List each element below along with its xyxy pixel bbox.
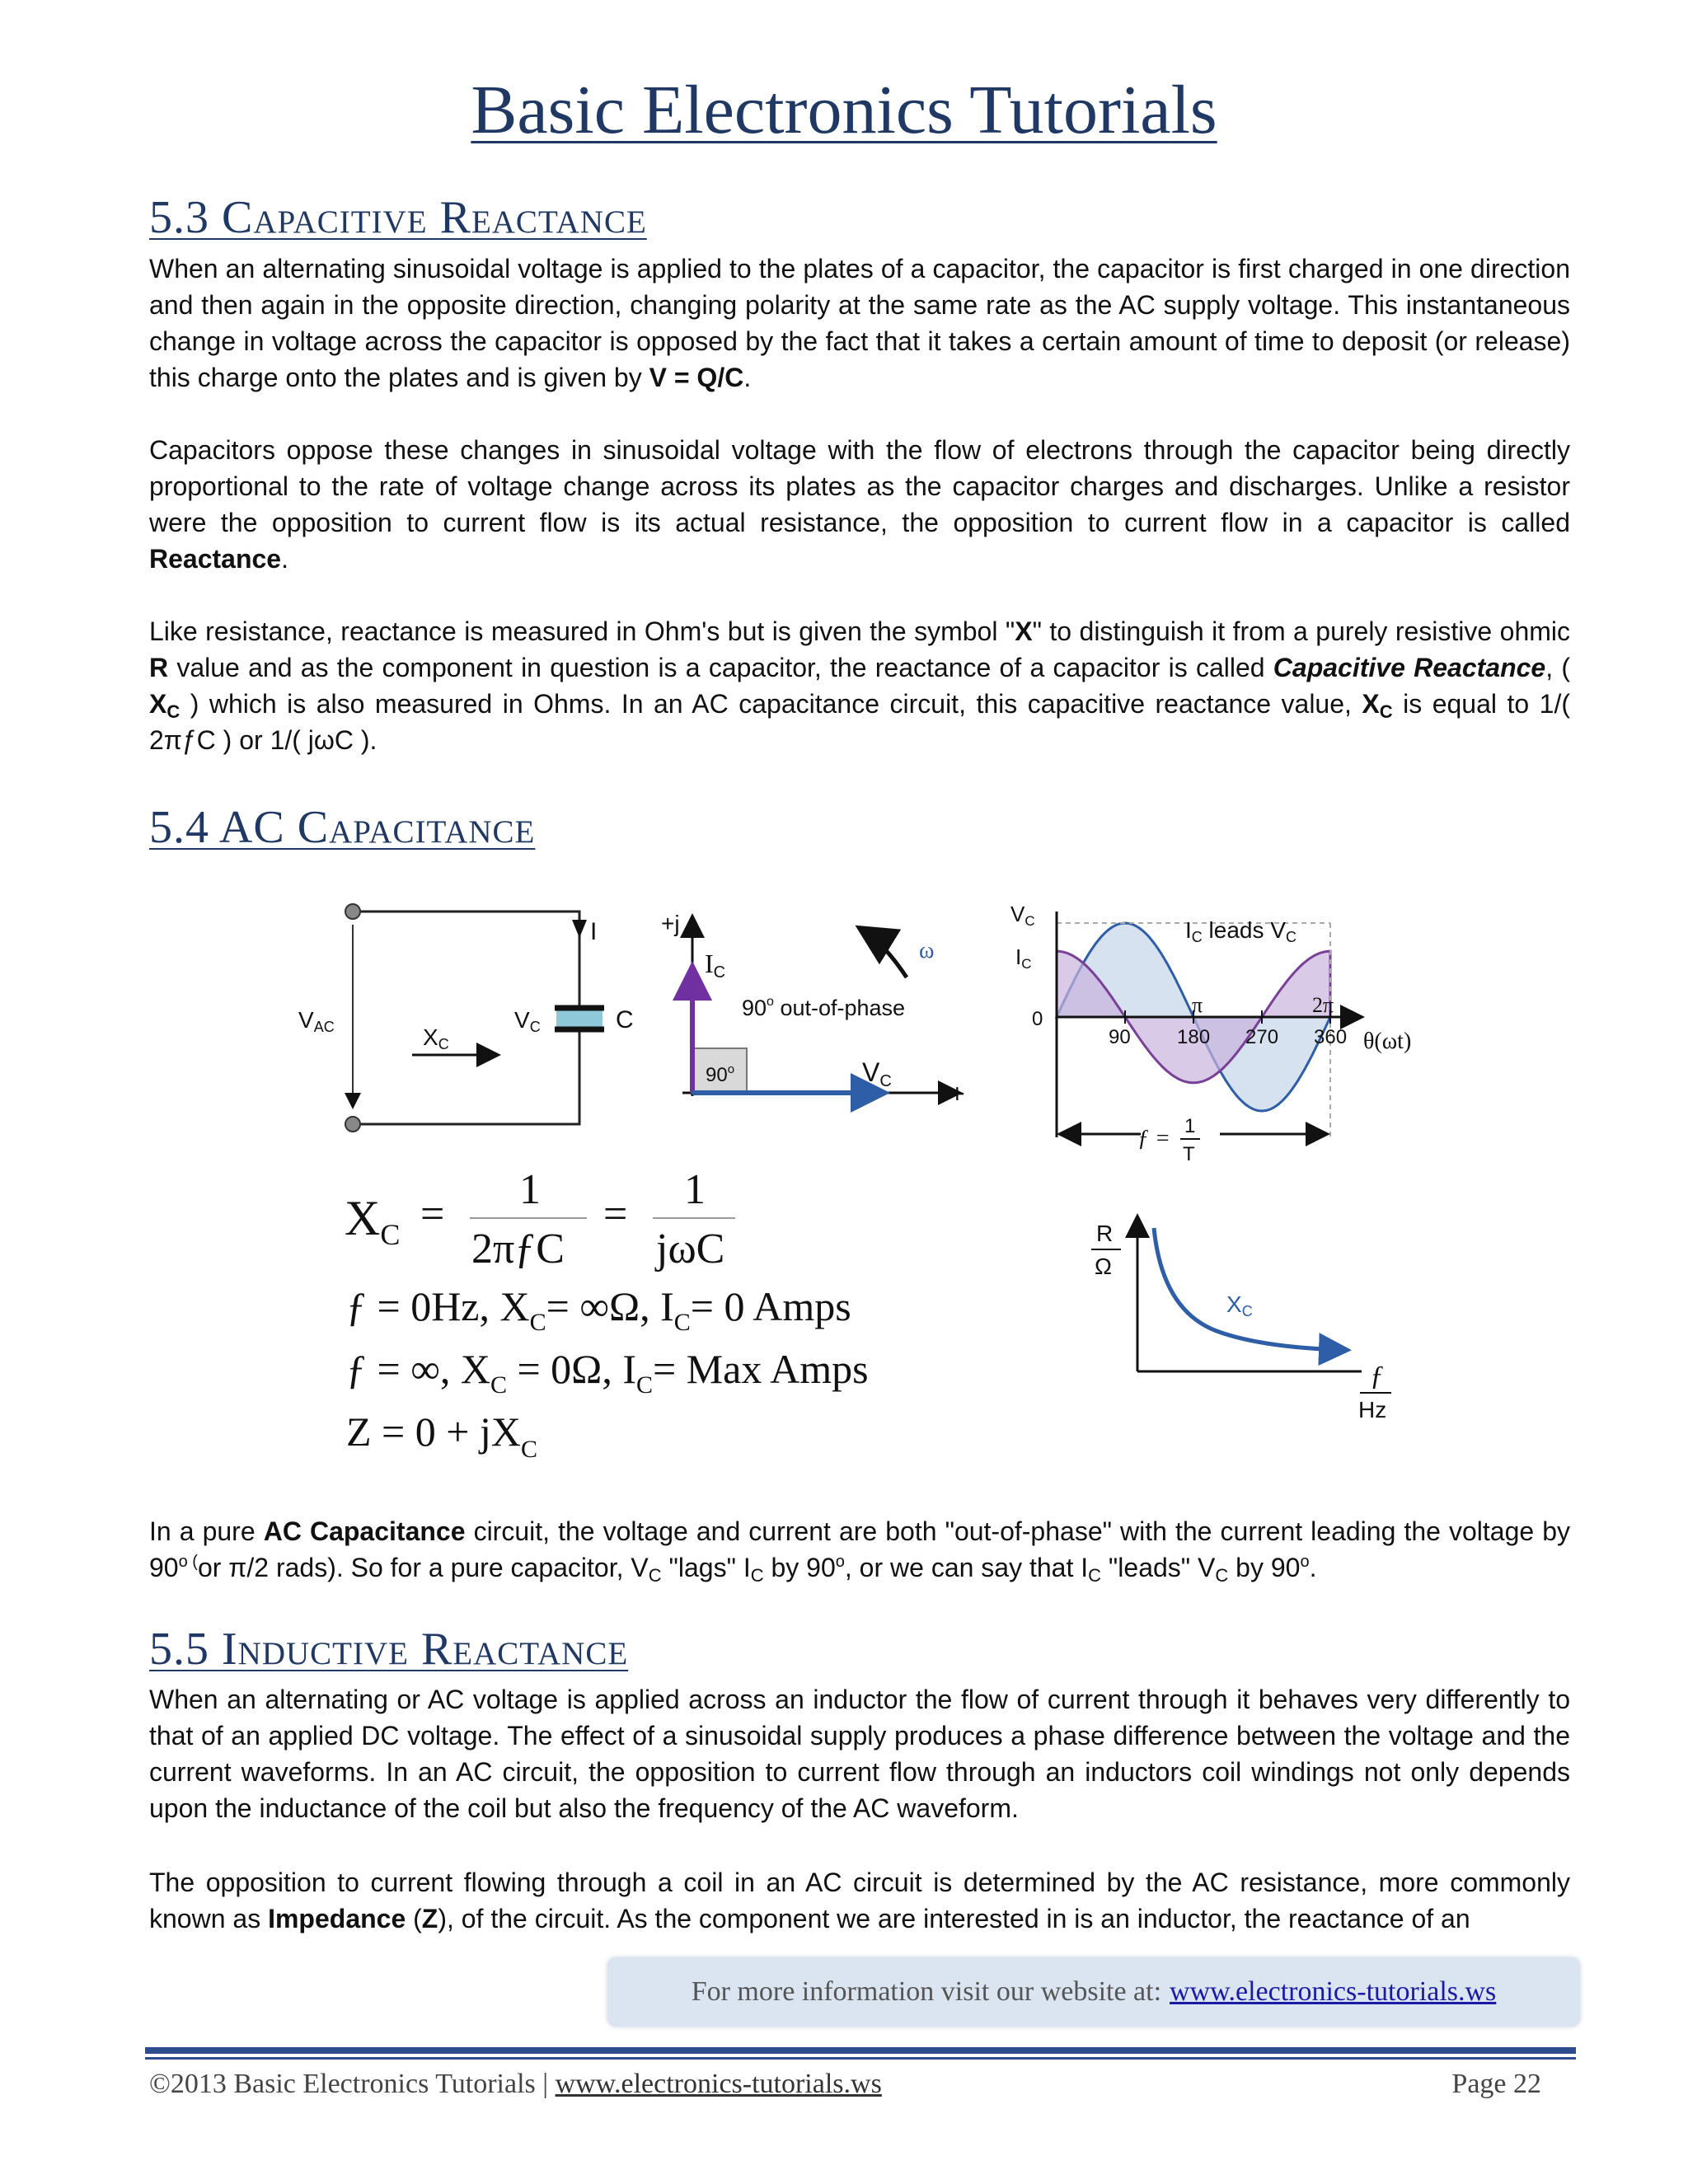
page-title: Basic Electronics Tutorials [471, 72, 1217, 148]
vc-phasor-label: VC [862, 1057, 892, 1090]
ic-phasor-label: IC [705, 949, 726, 982]
current-label: I [590, 918, 598, 945]
paragraph-5-5-1: When an alternating or AC voltage is applied across an inductor the flow of current through it behaves very differently to that of an applied DC voltage. The effect of a sinusoidal supply produces a phase difference between the voltage and the current waveforms. In an AC circuit, the opposition to current flow through an inductors coil windings not only depends upon the inductance of the coil but also the frequency of the AC waveform. [149, 1685, 1570, 1823]
footer-copyright: ©2013 Basic Electronics Tutorials [149, 2069, 536, 2099]
eq-num-1: 1 [519, 1166, 541, 1213]
wave-ic-label: IC [1015, 944, 1032, 972]
graph-hz-label: Hz [1358, 1397, 1387, 1422]
graph-f-label: ƒ [1370, 1361, 1384, 1391]
ohm-label: Ω [1095, 1254, 1112, 1279]
leads-label: IC leads VC [1185, 917, 1296, 945]
eq-xc: $X_C$ [345, 1191, 401, 1251]
freq-eq-label: ƒ = [1137, 1126, 1170, 1151]
footer-rule-thin [145, 2057, 1576, 2060]
page-number: Page 22 [1451, 2069, 1541, 2099]
footer-separator: | [542, 2069, 549, 2099]
xc-curve [1154, 1228, 1343, 1350]
omega-label: ω [919, 938, 935, 963]
plus-label: + [950, 1079, 965, 1108]
footer-link[interactable]: www.electronics-tutorials.ws [555, 2069, 882, 2099]
phasor-diagram [661, 911, 965, 1108]
section-heading-5-5: 5.5 Inductive Reactance [149, 1624, 629, 1675]
eq-den-1: 2πƒC [471, 1226, 565, 1272]
theta-label: θ(ωt) [1363, 1029, 1412, 1054]
terminal-top-icon [345, 904, 360, 919]
banner-link[interactable]: www.electronics-tutorials.ws [1170, 1976, 1497, 2007]
website-banner [607, 1957, 1580, 2027]
reactance-equations [345, 1166, 869, 1463]
circuit-diagram [298, 904, 634, 1132]
footer-left [149, 2069, 882, 2100]
r-label: R [1096, 1221, 1114, 1246]
paragraph-5-3-3: Like resistance, reactance is measured in Ohm's but is given the symbol "X" to distinguish it from a purely resistive ohmic R value and as the component in question is a capacitor, the reactance of a capacitor is called Capacitive Reactance, ( $X_C$ ) which is also measured in Ohms. In an AC capacitance circuit, this capacitive reactance value, $X_C$ is equal to 1/( 2πƒC ) or 1/( jωC ). [149, 616, 1571, 755]
paragraph-5-4-1: In a pure AC Capacitance circuit, the voltage and current are both "out-of-phase" with the current leading the voltage by 90$^o$ (or π/2 rads). So for a pure capacitor, $V_C$ "lags" $I_C$ by 90$^o$, or we can say that $I_C$ "leads" $V_C$ by 90$^o$. [149, 1516, 1571, 1586]
section-heading-5-3: 5.3 Capacitive Reactance [149, 192, 647, 243]
eq-num-2: 1 [684, 1166, 706, 1213]
current-arrow-icon [572, 920, 587, 938]
eq-equals-1: = [420, 1191, 445, 1238]
eq-line-infinite: ƒ = ∞, $X_C = 0\Omega$, $I_C=$ Max Amps [346, 1346, 869, 1399]
freq-denominator: T [1183, 1143, 1195, 1165]
freq-numerator: 1 [1184, 1115, 1196, 1137]
wave-tick-label: 180 [1177, 1026, 1211, 1048]
eq-den-2: jωC [656, 1226, 725, 1272]
wave-tick-label: 360 [1314, 1026, 1348, 1048]
xc-label: XC [423, 1024, 449, 1052]
footer-rule-thick [145, 2047, 1576, 2054]
wave-vc-label: VC [1010, 902, 1035, 929]
waveform-graph [1010, 902, 1411, 1165]
banner-text: For more information visit our website at: [691, 1976, 1162, 2007]
capacitor-label: C [616, 1006, 634, 1033]
eq-equals-2: = [603, 1191, 628, 1238]
rotation-arrow-icon [862, 930, 907, 977]
section-heading-5-4: 5.4 AC Capacitance [149, 802, 536, 853]
eq-line-zero-hz: ƒ = 0Hz, $X_C= \infty\Omega$, $I_C= 0$ Amps [346, 1283, 851, 1336]
eq-line-impedance: $Z = 0 + jX_C$ [346, 1408, 537, 1463]
paragraph-5-3-2: Capacitors oppose these changes in sinusoidal voltage with the flow of electrons through the capacitor being directly proportional to the rate of voltage change across its plates as the capacitor charges and discharges. Unlike a resistor were the opposition to current flow is its actual resistance, the opposition to current flow in a capacitor is called Reactance. [149, 435, 1570, 574]
capacitor-icon [556, 1008, 603, 1029]
pi-label: π [1192, 993, 1203, 1017]
paragraph-5-3-1: When an alternating sinusoidal voltage is applied to the plates of a capacitor, the capacitor is first charged in one direction and then again in the opposite direction, changing polarity at the same rate as the AC supply voltage. This instantaneous change in voltage across the capacitor is opposed by the fact that it takes a certain amount of time to deposit (or release) this charge onto the plates and is given by V = Q/C. [149, 254, 1570, 392]
vc-label: VC [514, 1007, 541, 1035]
terminal-bottom-icon [345, 1117, 360, 1132]
vac-label: VAC [298, 1007, 335, 1035]
plus-j-label: +j [661, 911, 680, 936]
wave-tick-label: 90 [1109, 1026, 1131, 1048]
graph-xc-label: XC [1226, 1291, 1253, 1319]
footer [149, 2069, 1541, 2100]
paragraph-5-5-2: The opposition to current flowing through a coil in an AC circuit is determined by the AC resistance, more commonly known as Impedance (Z), of the circuit. As the component we are interested in is an inductor, the reactance of an [149, 1868, 1570, 1933]
phase-label: 90$^o$ out-of-phase [742, 995, 906, 1020]
reactance-graph [1091, 1218, 1391, 1422]
two-pi-label: 2π [1312, 993, 1334, 1017]
wave-tick-label: 270 [1245, 1026, 1279, 1048]
ac-capacitance-figure [280, 890, 1451, 1492]
wave-zero-label: 0 [1032, 1008, 1043, 1030]
angle-label: 90$^o$ [706, 1062, 735, 1086]
